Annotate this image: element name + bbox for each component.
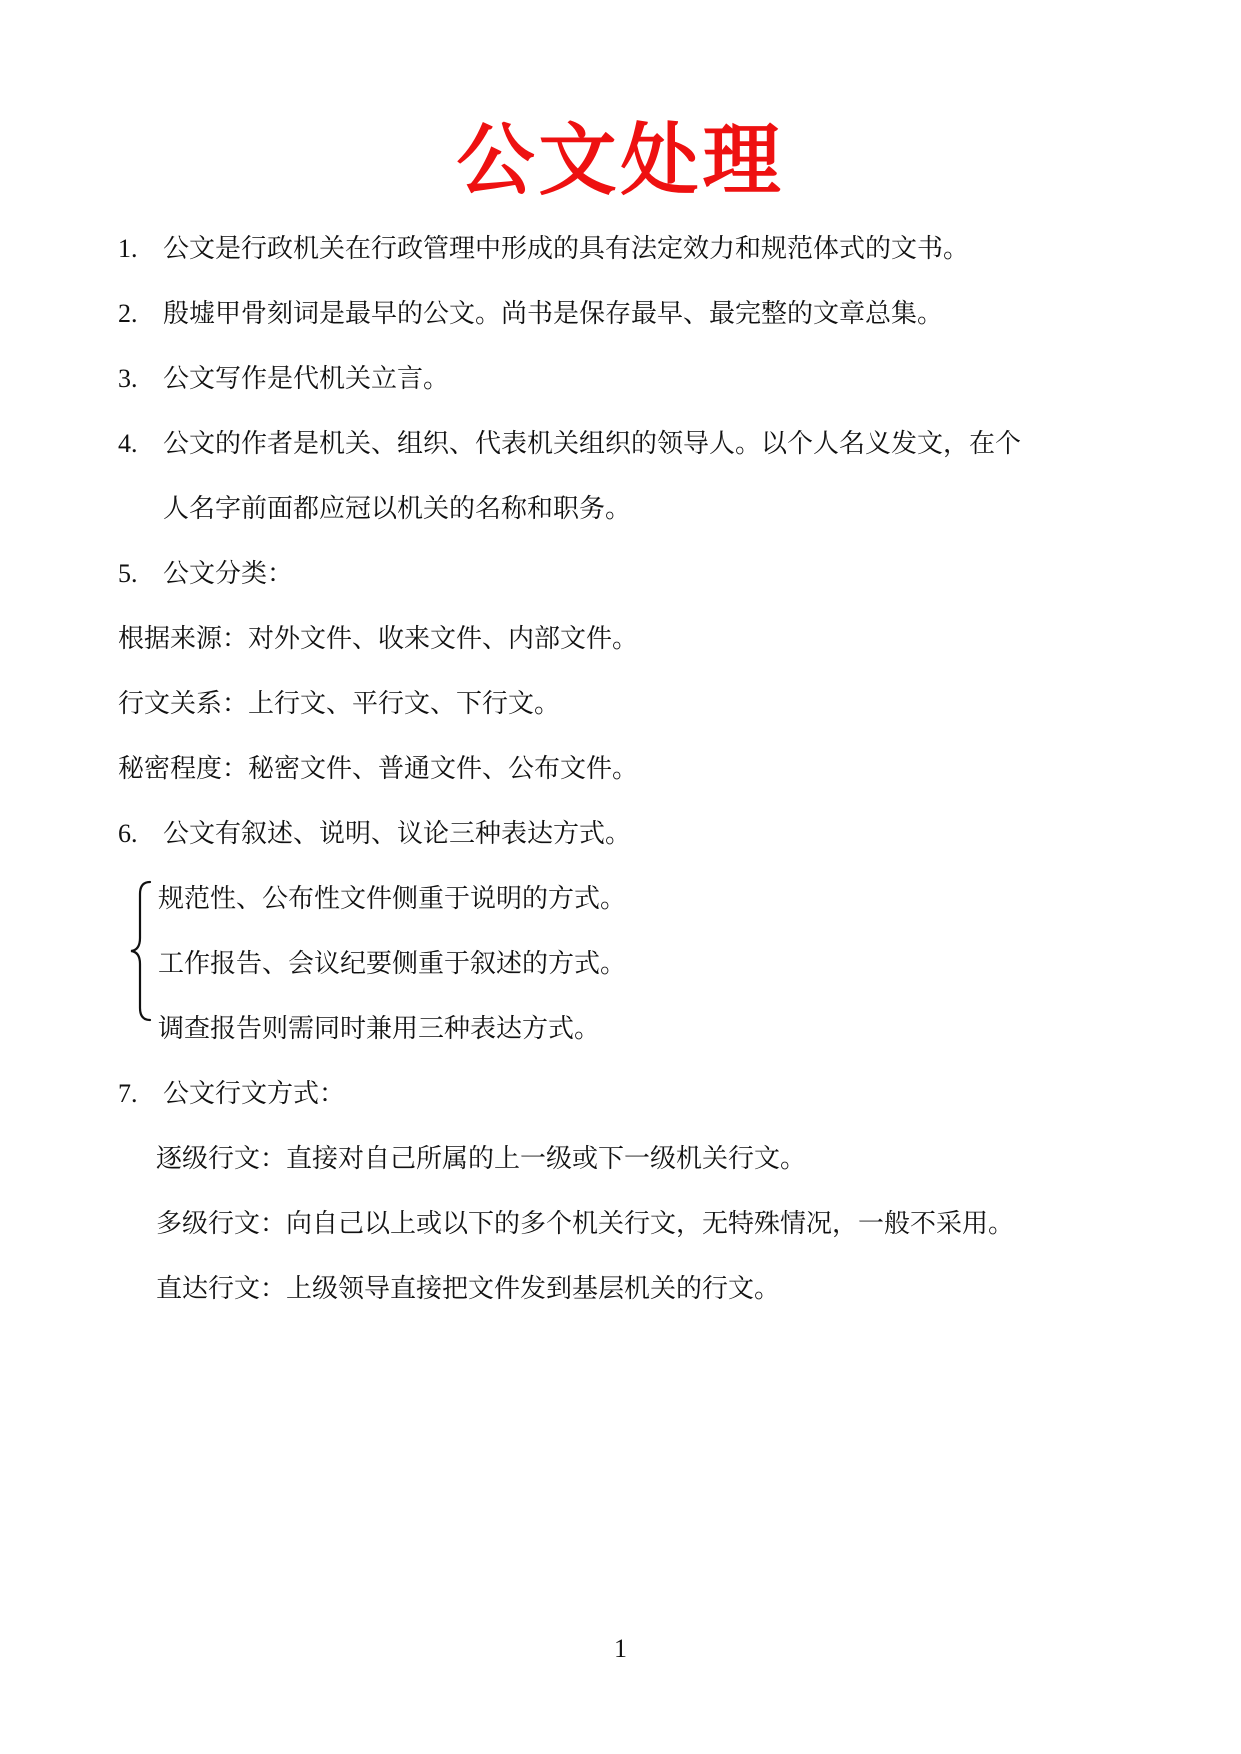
dispatch-mode-1: 逐级行文：直接对自己所属的上一级或下一级机关行文。 (156, 1144, 807, 1174)
item-text-4: 公文的作者是机关、组织、代表机关组织的领导人。以个人名义发文，在个 (163, 429, 1022, 459)
classification-source: 根据来源：对外文件、收来文件、内部文件。 (118, 624, 639, 654)
classification-secrecy: 秘密程度：秘密文件、普通文件、公布文件。 (118, 754, 639, 784)
item-number-6: 6. (118, 819, 138, 848)
expression-mode-2: 工作报告、会议纪要侧重于叙述的方式。 (158, 949, 627, 979)
expression-mode-1: 规范性、公布性文件侧重于说明的方式。 (158, 884, 627, 914)
item-text-6: 公文有叙述、说明、议论三种表达方式。 (163, 819, 632, 849)
page-number: 1 (614, 1634, 627, 1663)
item-text-4-continuation: 人名字前面都应冠以机关的名称和职务。 (163, 494, 632, 524)
item-number-5: 5. (118, 559, 138, 588)
item-text-7: 公文行文方式： (163, 1079, 346, 1109)
curly-brace (128, 880, 158, 1022)
dispatch-mode-2: 多级行文：向自己以上或以下的多个机关行文，无特殊情况，一般不采用。 (156, 1209, 1015, 1239)
item-number-4: 4. (118, 429, 138, 458)
item-number-3: 3. (118, 364, 138, 393)
item-number-2: 2. (118, 299, 138, 328)
page-title: 公文处理 (456, 115, 785, 206)
item-text-3: 公文写作是代机关立言。 (163, 364, 450, 394)
item-number-7: 7. (118, 1079, 138, 1108)
item-text-5: 公文分类： (163, 559, 294, 589)
classification-relation: 行文关系：上行文、平行文、下行文。 (118, 689, 561, 719)
dispatch-mode-3: 直达行文：上级领导直接把文件发到基层机关的行文。 (156, 1274, 781, 1304)
expression-mode-3: 调查报告则需同时兼用三种表达方式。 (158, 1014, 601, 1044)
item-number-1: 1. (118, 234, 138, 263)
item-text-1: 公文是行政机关在行政管理中形成的具有法定效力和规范体式的文书。 (163, 234, 970, 264)
item-text-2: 殷墟甲骨刻词是最早的公文。尚书是保存最早、最完整的文章总集。 (163, 299, 944, 329)
